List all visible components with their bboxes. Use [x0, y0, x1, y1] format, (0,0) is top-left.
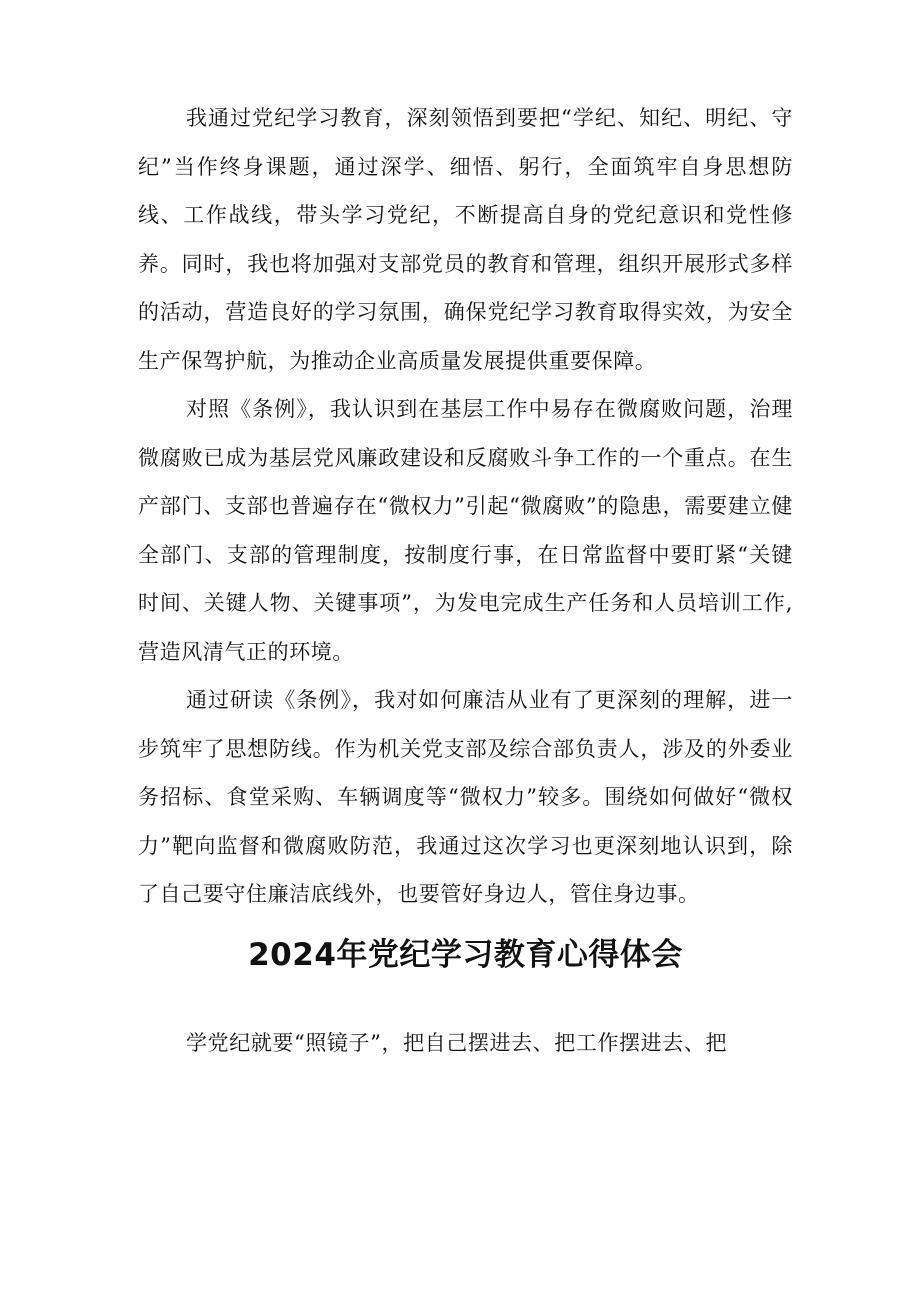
paragraph-discipline-study: 我通过党纪学习教育，深刻领悟到要把“学纪、知纪、明纪、守纪”当作终身课题，通过深学、细悟、躬行，全面筑牢自身思想防线、工作战线，带头学习党纪，不断提高自身的党纪意识和党性修养。同时，我也将加强对支部党员的教育和管理，组织开展形式多样的活动，营造良好的学习氛围，确保党纪学习教育取得实效，为安全生产保驾护航，为推动企业高质量发展提供重要保障。 [138, 106, 793, 373]
paragraph-micro-corruption: 对照《条例》，我认识到在基层工作中易存在微腐败问题，治理微腐败已成为基层党风廉政建设和反腐败斗争工作的一个重点。在生产部门、支部也普遍存在“微权力”引起“微腐败”的隐患，需要建立健全部门、支部的管理制度，按制度行事，在日常监督中要盯紧“关键时间、关键人物、关键事项”，为发电完成生产任务和人员培训工作,营造风清气正的环境。 [138, 397, 793, 664]
paragraph-mirror: 学党纪就要“照镜子”，把自己摆进去、把工作摆进去、把 [186, 1030, 728, 1055]
title-spacer [138, 985, 793, 1019]
document-body [138, 94, 793, 1067]
paragraph-integrity: 通过研读《条例》，我对如何廉洁从业有了更深刻的理解，进一步筑牢了思想防线。作为机关党支部及综合部负责人，涉及的外委业务招标、食堂采购、车辆调度等“微权力”较多。围绕如何做好“微权力”靶向监督和微腐败防范，我通过这次学习也更深刻地认识到，除了自己要守住廉洁底线外，也要管好身边人，管住身边事。 [138, 688, 793, 906]
section-title: 2024年党纪学习教育心得体会 [248, 936, 683, 973]
